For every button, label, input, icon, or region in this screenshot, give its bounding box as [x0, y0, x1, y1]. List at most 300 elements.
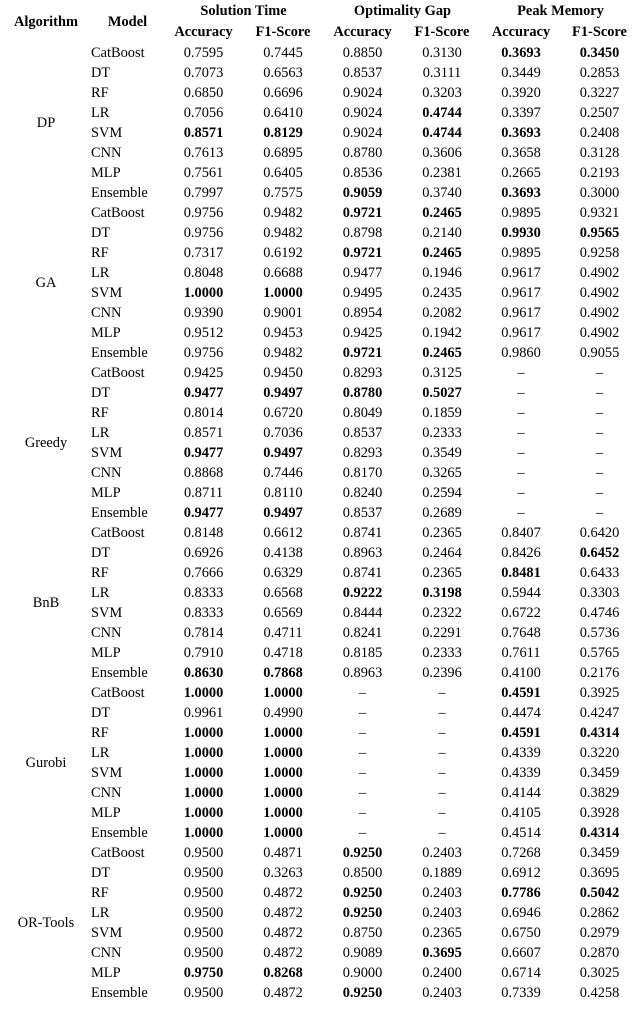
cell-optimality-gap-accuracy: 0.9250 — [342, 884, 383, 901]
cell-solution-time-f1: 0.9482 — [263, 224, 303, 241]
cell-solution-time-f1: 0.4138 — [263, 544, 303, 561]
subheader-solution-time-f1: F1-Score — [255, 24, 311, 41]
cell-optimality-gap-accuracy: 0.8537 — [342, 64, 383, 81]
table-row — [1, 103, 639, 123]
cell-solution-time-accuracy: 0.9500 — [183, 864, 224, 881]
cell-solution-time-f1: 0.6329 — [263, 564, 303, 581]
cell-solution-time-accuracy: 0.9961 — [183, 704, 224, 721]
cell-peak-memory-accuracy: 0.9617 — [501, 324, 541, 341]
algorithm-label-ga: GA — [35, 274, 57, 291]
model-label: SVM — [91, 604, 123, 621]
cell-solution-time-accuracy: 0.7056 — [183, 104, 224, 121]
cell-peak-memory-accuracy: 0.6912 — [501, 864, 541, 881]
cell-peak-memory-accuracy: – — [517, 384, 525, 401]
cell-optimality-gap-f1: 0.2365 — [422, 924, 462, 941]
table-row — [1, 63, 639, 83]
cell-peak-memory-f1: – — [595, 444, 604, 461]
cell-optimality-gap-f1: 0.2333 — [422, 644, 462, 661]
cell-solution-time-f1: 0.6569 — [263, 604, 303, 621]
table-row — [1, 543, 639, 563]
cell-peak-memory-accuracy: 0.7648 — [501, 624, 541, 641]
cell-optimality-gap-accuracy: – — [358, 744, 367, 761]
cell-optimality-gap-f1: 0.3740 — [422, 184, 462, 201]
model-label: LR — [91, 744, 110, 761]
cell-solution-time-f1: 0.7868 — [263, 664, 303, 681]
model-label: CNN — [91, 144, 122, 161]
model-label: SVM — [91, 284, 123, 301]
cell-optimality-gap-accuracy: 0.9222 — [342, 584, 383, 601]
cell-peak-memory-f1: 0.3227 — [579, 84, 620, 101]
cell-optimality-gap-f1: 0.2689 — [422, 504, 462, 521]
cell-solution-time-f1: 0.6405 — [263, 164, 303, 181]
table-row — [1, 983, 639, 1003]
cell-solution-time-accuracy: 0.9756 — [183, 344, 224, 361]
cell-solution-time-accuracy: 0.7595 — [183, 44, 224, 61]
cell-solution-time-f1: 0.7445 — [263, 44, 303, 61]
cell-peak-memory-f1: 0.9258 — [579, 244, 620, 261]
cell-optimality-gap-accuracy: 0.9495 — [342, 284, 383, 301]
cell-peak-memory-f1: 0.3450 — [579, 44, 620, 61]
cell-solution-time-accuracy: 0.9477 — [183, 444, 224, 461]
model-label: RF — [91, 404, 109, 421]
cell-optimality-gap-f1: 0.2140 — [422, 224, 462, 241]
cell-optimality-gap-f1: 0.2435 — [422, 284, 462, 301]
model-label: RF — [91, 564, 109, 581]
cell-optimality-gap-accuracy: 0.8741 — [342, 524, 383, 541]
cell-peak-memory-accuracy: 0.7268 — [501, 844, 541, 861]
cell-solution-time-f1: 0.7446 — [263, 464, 303, 481]
cell-peak-memory-accuracy: 0.3693 — [501, 44, 541, 61]
cell-solution-time-f1: 0.9497 — [263, 444, 303, 461]
cell-peak-memory-accuracy: 0.2665 — [501, 164, 541, 181]
cell-optimality-gap-f1: 0.4744 — [422, 104, 462, 121]
cell-optimality-gap-accuracy: 0.9059 — [342, 184, 383, 201]
cell-optimality-gap-accuracy: 0.9721 — [342, 244, 383, 261]
cell-solution-time-f1: 0.4872 — [263, 944, 303, 961]
cell-peak-memory-accuracy: 0.4591 — [501, 724, 541, 741]
model-label: CNN — [91, 464, 122, 481]
cell-solution-time-f1: 1.0000 — [263, 764, 303, 781]
column-header-model: Model — [107, 13, 148, 30]
cell-peak-memory-f1: 0.9055 — [579, 344, 620, 361]
cell-optimality-gap-f1: 0.2365 — [422, 524, 462, 541]
table-row — [1, 763, 639, 783]
cell-optimality-gap-accuracy: 0.8798 — [342, 224, 383, 241]
model-label: CatBoost — [91, 684, 145, 701]
cell-peak-memory-accuracy: 0.7339 — [501, 984, 541, 1001]
table-row — [1, 383, 639, 403]
table-row — [1, 963, 639, 983]
cell-peak-memory-accuracy: 0.4514 — [501, 824, 541, 841]
cell-peak-memory-accuracy: 0.6714 — [501, 964, 541, 981]
results-table — [1, 1, 639, 1003]
cell-peak-memory-accuracy: 0.9895 — [501, 204, 541, 221]
cell-optimality-gap-f1: – — [438, 764, 446, 781]
model-label: LR — [91, 104, 110, 121]
cell-solution-time-f1: 0.6720 — [263, 404, 303, 421]
cell-peak-memory-f1: – — [595, 484, 604, 501]
table-row — [1, 723, 639, 743]
cell-optimality-gap-f1: 0.2594 — [422, 484, 462, 501]
table-row — [1, 163, 639, 183]
table-row — [1, 863, 639, 883]
subheader-optimality-gap-accuracy: Accuracy — [333, 24, 392, 41]
cell-solution-time-f1: 1.0000 — [263, 804, 303, 821]
cell-peak-memory-accuracy: 0.4339 — [501, 764, 541, 781]
cell-solution-time-f1: 0.4872 — [263, 884, 303, 901]
cell-peak-memory-accuracy: 0.6946 — [501, 904, 541, 921]
cell-peak-memory-accuracy: 0.8426 — [501, 544, 541, 561]
cell-peak-memory-f1: 0.4746 — [579, 604, 620, 621]
cell-peak-memory-accuracy: 0.7611 — [501, 644, 541, 661]
cell-peak-memory-accuracy: 0.7786 — [501, 884, 541, 901]
table-row — [1, 323, 639, 343]
cell-solution-time-f1: 0.7036 — [263, 424, 303, 441]
cell-optimality-gap-accuracy: 0.8780 — [342, 144, 383, 161]
cell-optimality-gap-f1: 0.3111 — [422, 64, 462, 81]
cell-solution-time-f1: 0.9001 — [263, 304, 303, 321]
table-row — [1, 243, 639, 263]
cell-optimality-gap-accuracy: 0.9024 — [342, 104, 383, 121]
cell-peak-memory-f1: 0.2979 — [579, 924, 620, 941]
model-label: CatBoost — [91, 204, 145, 221]
cell-solution-time-f1: 0.4718 — [263, 644, 303, 661]
cell-solution-time-accuracy: 0.7814 — [183, 624, 224, 641]
cell-solution-time-accuracy: 1.0000 — [183, 824, 224, 841]
cell-peak-memory-f1: 0.4902 — [579, 264, 620, 281]
cell-peak-memory-f1: 0.6452 — [579, 544, 620, 561]
cell-peak-memory-accuracy: 0.3693 — [501, 184, 541, 201]
cell-optimality-gap-f1: 0.1859 — [422, 404, 462, 421]
cell-peak-memory-f1: 0.5765 — [579, 644, 620, 661]
model-label: DT — [91, 864, 111, 881]
cell-optimality-gap-f1: 0.2403 — [422, 904, 462, 921]
cell-optimality-gap-f1: 0.4744 — [422, 124, 462, 141]
table-body — [1, 43, 639, 1003]
cell-peak-memory-f1: 0.4258 — [579, 984, 620, 1001]
cell-optimality-gap-accuracy: – — [358, 804, 367, 821]
table-row — [1, 343, 639, 363]
cell-peak-memory-f1: 0.2193 — [579, 164, 620, 181]
cell-solution-time-f1: 1.0000 — [263, 284, 303, 301]
cell-optimality-gap-f1: – — [438, 744, 446, 761]
table-row — [1, 263, 639, 283]
cell-solution-time-f1: 0.8268 — [263, 964, 303, 981]
cell-peak-memory-accuracy: 0.9930 — [501, 224, 541, 241]
cell-solution-time-accuracy: 0.9477 — [183, 384, 224, 401]
model-label: LR — [91, 584, 110, 601]
model-label: CatBoost — [91, 44, 145, 61]
cell-optimality-gap-f1: 0.1946 — [422, 264, 462, 281]
cell-optimality-gap-f1: 0.3265 — [422, 464, 462, 481]
cell-optimality-gap-accuracy: 0.8293 — [342, 444, 383, 461]
cell-peak-memory-accuracy: 0.3693 — [501, 124, 541, 141]
table-row — [1, 703, 639, 723]
cell-solution-time-f1: 0.4990 — [263, 704, 303, 721]
model-label: LR — [91, 424, 110, 441]
cell-peak-memory-f1: 0.2870 — [579, 944, 620, 961]
cell-solution-time-accuracy: 0.8333 — [183, 604, 224, 621]
cell-peak-memory-accuracy: 0.8407 — [501, 524, 541, 541]
table-row — [1, 623, 639, 643]
cell-optimality-gap-f1: 0.2082 — [422, 304, 462, 321]
cell-peak-memory-f1: 0.2408 — [579, 124, 620, 141]
cell-peak-memory-f1: 0.5042 — [579, 884, 620, 901]
model-label: Ensemble — [91, 344, 148, 361]
table-row — [1, 143, 639, 163]
cell-optimality-gap-accuracy: 0.9425 — [342, 324, 383, 341]
cell-optimality-gap-accuracy: – — [358, 824, 367, 841]
cell-optimality-gap-accuracy: – — [358, 704, 367, 721]
cell-peak-memory-f1: 0.6420 — [579, 524, 620, 541]
model-label: DT — [91, 224, 111, 241]
cell-peak-memory-accuracy: 0.9895 — [501, 244, 541, 261]
cell-optimality-gap-f1: – — [438, 724, 446, 741]
model-label: RF — [91, 884, 109, 901]
cell-solution-time-accuracy: 1.0000 — [183, 684, 224, 701]
cell-optimality-gap-accuracy: 0.8240 — [342, 484, 383, 501]
cell-solution-time-f1: 0.7575 — [263, 184, 303, 201]
cell-solution-time-f1: 1.0000 — [263, 684, 303, 701]
table-row — [1, 943, 639, 963]
cell-optimality-gap-accuracy: 0.8241 — [342, 624, 383, 641]
model-label: DT — [91, 544, 111, 561]
cell-optimality-gap-accuracy: 0.8954 — [342, 304, 383, 321]
cell-solution-time-accuracy: 1.0000 — [183, 724, 224, 741]
cell-solution-time-accuracy: 0.7561 — [183, 164, 224, 181]
cell-solution-time-f1: 0.6410 — [263, 104, 303, 121]
cell-peak-memory-accuracy: 0.4339 — [501, 744, 541, 761]
cell-solution-time-accuracy: 0.7997 — [183, 184, 224, 201]
cell-solution-time-f1: 0.6688 — [263, 264, 303, 281]
cell-peak-memory-accuracy: 0.4100 — [501, 664, 541, 681]
model-label: RF — [91, 724, 109, 741]
cell-peak-memory-f1: 0.3925 — [579, 684, 620, 701]
cell-optimality-gap-accuracy: 0.9089 — [342, 944, 383, 961]
cell-optimality-gap-accuracy: 0.9250 — [342, 984, 383, 1001]
model-label: MLP — [91, 964, 121, 981]
cell-optimality-gap-f1: 0.3606 — [422, 144, 462, 161]
cell-optimality-gap-f1: – — [438, 704, 446, 721]
cell-optimality-gap-f1: 0.2333 — [422, 424, 462, 441]
cell-optimality-gap-accuracy: 0.9250 — [342, 904, 383, 921]
cell-peak-memory-f1: 0.3303 — [579, 584, 620, 601]
cell-optimality-gap-accuracy: 0.8537 — [342, 424, 383, 441]
cell-optimality-gap-f1: 0.1942 — [422, 324, 462, 341]
table-row — [1, 183, 639, 203]
cell-solution-time-f1: 0.9453 — [263, 324, 303, 341]
cell-solution-time-f1: 0.9482 — [263, 344, 303, 361]
cell-solution-time-f1: 0.9450 — [263, 364, 303, 381]
table-row — [1, 583, 639, 603]
cell-solution-time-accuracy: 0.8014 — [183, 404, 224, 421]
cell-peak-memory-accuracy: – — [517, 424, 525, 441]
cell-solution-time-f1: 1.0000 — [263, 724, 303, 741]
cell-solution-time-accuracy: 0.9500 — [183, 984, 224, 1001]
table-row — [1, 923, 639, 943]
model-label: Ensemble — [91, 664, 148, 681]
cell-solution-time-f1: 1.0000 — [263, 744, 303, 761]
cell-optimality-gap-f1: 0.2381 — [422, 164, 462, 181]
cell-solution-time-accuracy: 0.9500 — [183, 924, 224, 941]
cell-optimality-gap-accuracy: 0.8500 — [342, 864, 383, 881]
table-row — [1, 503, 639, 523]
model-label: CNN — [91, 944, 122, 961]
model-label: RF — [91, 84, 109, 101]
cell-optimality-gap-accuracy: 0.9721 — [342, 204, 383, 221]
cell-peak-memory-accuracy: 0.6722 — [501, 604, 541, 621]
cell-optimality-gap-f1: 0.2291 — [422, 624, 462, 641]
table-row — [1, 83, 639, 103]
cell-peak-memory-f1: 0.6433 — [579, 564, 620, 581]
table-row — [1, 803, 639, 823]
cell-solution-time-accuracy: 0.9512 — [183, 324, 224, 341]
cell-solution-time-f1: 0.9497 — [263, 384, 303, 401]
cell-peak-memory-accuracy: – — [517, 364, 525, 381]
model-label: CNN — [91, 784, 122, 801]
table-row — [1, 443, 639, 463]
cell-optimality-gap-f1: 0.2403 — [422, 844, 462, 861]
cell-solution-time-accuracy: 0.9425 — [183, 364, 224, 381]
cell-solution-time-accuracy: 1.0000 — [183, 804, 224, 821]
cell-solution-time-accuracy: 1.0000 — [183, 744, 224, 761]
cell-peak-memory-f1: – — [595, 364, 604, 381]
cell-optimality-gap-f1: 0.2365 — [422, 564, 462, 581]
table-row — [1, 643, 639, 663]
model-label: MLP — [91, 484, 121, 501]
cell-solution-time-accuracy: 0.9477 — [183, 504, 224, 521]
algorithm-label-bnb: BnB — [32, 594, 60, 611]
group-header-optimality-gap: Optimality Gap — [353, 3, 452, 20]
table-row — [1, 883, 639, 903]
table-row — [1, 123, 639, 143]
table-row — [1, 43, 639, 63]
table-row — [1, 203, 639, 223]
table-row — [1, 563, 639, 583]
cell-solution-time-accuracy: 0.9756 — [183, 204, 224, 221]
model-label: Ensemble — [91, 984, 148, 1001]
cell-optimality-gap-accuracy: 0.8185 — [342, 644, 383, 661]
cell-solution-time-accuracy: 0.6850 — [183, 84, 224, 101]
cell-optimality-gap-accuracy: 0.8750 — [342, 924, 383, 941]
cell-solution-time-accuracy: 0.9750 — [183, 964, 224, 981]
cell-peak-memory-f1: – — [595, 504, 604, 521]
cell-peak-memory-accuracy: 0.4144 — [501, 784, 541, 801]
cell-peak-memory-accuracy: – — [517, 444, 525, 461]
cell-solution-time-f1: 0.8129 — [263, 124, 303, 141]
cell-solution-time-f1: 0.4872 — [263, 984, 303, 1001]
cell-solution-time-accuracy: 0.8048 — [183, 264, 224, 281]
cell-peak-memory-f1: 0.3459 — [579, 764, 620, 781]
cell-optimality-gap-f1: 0.2465 — [422, 244, 462, 261]
table-row — [1, 463, 639, 483]
cell-solution-time-accuracy: 0.7910 — [183, 644, 224, 661]
subheader-solution-time-accuracy: Accuracy — [174, 24, 233, 41]
cell-optimality-gap-accuracy: 0.8049 — [342, 404, 383, 421]
cell-optimality-gap-accuracy: 0.8963 — [342, 664, 383, 681]
cell-optimality-gap-accuracy: 0.8537 — [342, 504, 383, 521]
algorithm-label-gurobi: Gurobi — [25, 754, 67, 771]
cell-peak-memory-f1: 0.4902 — [579, 284, 620, 301]
cell-peak-memory-accuracy: 0.6750 — [501, 924, 541, 941]
cell-solution-time-f1: 0.6895 — [263, 144, 303, 161]
cell-peak-memory-f1: – — [595, 464, 604, 481]
algorithm-label-dp: DP — [36, 114, 56, 131]
group-header-peak-memory: Peak Memory — [517, 3, 604, 20]
cell-peak-memory-accuracy: 0.5944 — [501, 584, 541, 601]
cell-solution-time-f1: 0.4711 — [263, 624, 303, 641]
cell-optimality-gap-accuracy: 0.8850 — [342, 44, 383, 61]
model-label: LR — [91, 904, 110, 921]
column-header-algorithm: Algorithm — [14, 13, 78, 30]
cell-optimality-gap-accuracy: – — [358, 724, 367, 741]
cell-optimality-gap-accuracy: – — [358, 684, 367, 701]
cell-peak-memory-f1: 0.3928 — [579, 804, 620, 821]
cell-peak-memory-f1: 0.3128 — [579, 144, 620, 161]
cell-optimality-gap-f1: – — [438, 824, 446, 841]
cell-solution-time-accuracy: 0.9756 — [183, 224, 224, 241]
model-label: CatBoost — [91, 364, 145, 381]
cell-optimality-gap-accuracy: 0.8780 — [342, 384, 383, 401]
cell-peak-memory-f1: 0.4314 — [579, 724, 620, 741]
model-label: MLP — [91, 164, 121, 181]
cell-solution-time-accuracy: 0.7317 — [183, 244, 224, 261]
cell-optimality-gap-accuracy: 0.9000 — [342, 964, 383, 981]
cell-peak-memory-accuracy: 0.6607 — [501, 944, 541, 961]
cell-peak-memory-accuracy: 0.8481 — [501, 564, 541, 581]
cell-solution-time-accuracy: 0.8148 — [183, 524, 224, 541]
cell-solution-time-accuracy: 0.9500 — [183, 944, 224, 961]
cell-solution-time-accuracy: 0.8868 — [183, 464, 224, 481]
cell-peak-memory-accuracy: – — [517, 464, 525, 481]
cell-peak-memory-accuracy: 0.3920 — [501, 84, 541, 101]
cell-optimality-gap-f1: 0.2403 — [422, 984, 462, 1001]
cell-solution-time-accuracy: 0.9500 — [183, 904, 224, 921]
cell-solution-time-accuracy: 1.0000 — [183, 764, 224, 781]
table-header — [1, 1, 639, 43]
cell-optimality-gap-f1: 0.5027 — [422, 384, 462, 401]
cell-solution-time-accuracy: 0.8571 — [183, 424, 224, 441]
table-row — [1, 783, 639, 803]
cell-optimality-gap-f1: 0.2396 — [422, 664, 462, 681]
subheader-optimality-gap-f1: F1-Score — [414, 24, 470, 41]
model-label: SVM — [91, 764, 123, 781]
cell-optimality-gap-f1: 0.3130 — [422, 44, 462, 61]
cell-solution-time-f1: 0.3263 — [263, 864, 303, 881]
table-row — [1, 843, 639, 863]
model-label: CatBoost — [91, 844, 145, 861]
cell-optimality-gap-f1: 0.3203 — [422, 84, 462, 101]
cell-optimality-gap-f1: 0.2400 — [422, 964, 462, 981]
cell-peak-memory-f1: 0.4247 — [579, 704, 620, 721]
cell-peak-memory-accuracy: – — [517, 404, 525, 421]
cell-solution-time-accuracy: 1.0000 — [183, 284, 224, 301]
cell-peak-memory-f1: – — [595, 404, 604, 421]
header-row-groups — [1, 1, 639, 22]
algorithm-label-or-tools: OR-Tools — [17, 914, 75, 931]
table-row — [1, 363, 639, 383]
cell-optimality-gap-f1: 0.2403 — [422, 884, 462, 901]
cell-solution-time-f1: 1.0000 — [263, 784, 303, 801]
cell-peak-memory-f1: 0.2862 — [579, 904, 620, 921]
model-label: SVM — [91, 444, 123, 461]
cell-peak-memory-accuracy: 0.9617 — [501, 304, 541, 321]
cell-peak-memory-f1: 0.3220 — [579, 744, 620, 761]
table-row — [1, 223, 639, 243]
cell-solution-time-f1: 0.6568 — [263, 584, 303, 601]
cell-solution-time-f1: 0.6696 — [263, 84, 303, 101]
cell-optimality-gap-f1: 0.1889 — [422, 864, 462, 881]
